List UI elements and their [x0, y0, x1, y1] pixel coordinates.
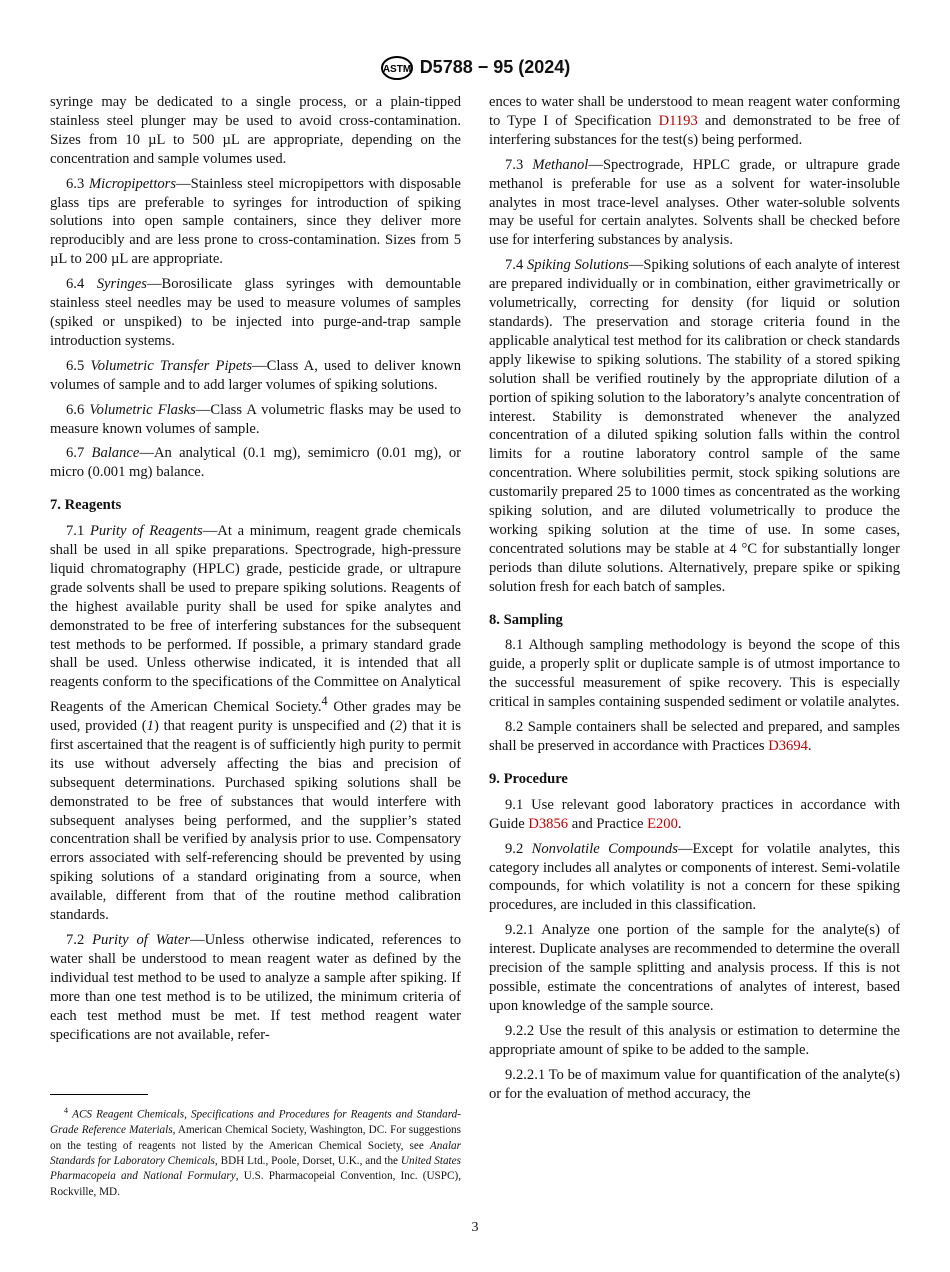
text-run: —Unless otherwise indicated, references to water shall be understood to mean reagent water as defined by the individual test method to be used to analyze a sample after spiking. If more than one test method is to be utilized, the minimum criteria of each test method must be met. If test method reagent water specifications are not available, refer- — [50, 932, 462, 1043]
paragraph — [50, 275, 461, 351]
italic-text: Methanol — [532, 156, 589, 173]
paragraph — [50, 931, 461, 1044]
text-run: —Spiking solutions of each analyte of interest are prepared individually or in combination, either gravimetrically or volumetrically, correcting for density (for liquid or solution standards). The preservation and storage criteria found in the applicable analytical test method for its calibration or check standards apply likewise to spiking solutions. The stability of a stored spiking solution shall be verified routinely by the appropriate dilution of a portion of spiking solution to the laboratory’s analyte concentration of interest. Stability is demonstrated whenever the analyzed concentration of a diluted spiking solution falls within the control limits for a routine laboratory control sample of the same concentration. Where solubilities permit, stock spiking solutions are customarily prepared 25 to 1000 times as concentrated as the working spiking solution, and are diluted volumetrically to produce the working spiking solution at the time of use. In some cases, concentrated solutions may be stable at 4 °C for substantially longer periods than dilute solutions. Alternatively, prepare spike or spiking solution fresh for each batch of samples. — [489, 257, 900, 595]
svg-text:ASTM: ASTM — [382, 64, 411, 75]
footnote-ref: 4 — [64, 1106, 68, 1115]
text-run: ences to water shall be understood to mean reagent water conforming to Type I of Specification — [489, 94, 900, 129]
italic-text: Spiking Solutions — [526, 257, 629, 274]
right-column — [489, 93, 900, 1109]
section-heading — [489, 611, 900, 630]
text-run: ) that reagent purity is unspecified and ( — [153, 718, 395, 735]
standard-link[interactable]: D1193 — [658, 112, 698, 129]
page-header — [0, 55, 950, 81]
paragraph — [489, 636, 900, 712]
text-run: . — [677, 815, 682, 832]
text-run: —Stainless steel micropipettors with disposable glass tips are preferable to syringes for introduction of spiking solutions into open sample containers, since they deliver more reproducibly and are less prone to cross-contamination. Sizes from 5 µL to 200 µL are appropriate. — [50, 175, 461, 268]
text-run: 9.2.2.1 To be of maximum value for quantification of the analyte(s) or for the evaluation of method accuracy, the — [489, 1066, 900, 1102]
text-run: ) that it is first ascertained that the reagent is of sufficiently high purity to permit its use without adversely affecting the bias and precision of subsequent determinations. Purchased spiking solutions shall be demonstrated to be free of substances that would interfere with subsequent analyses being performed, and the supplier’s stated concentration shall be verified by analysis prior to use. Compensatory errors associated with self-referencing should be prevented by using spiking solutions of a standard originating from a source, when available, different from that of the routine method calibration standards. — [50, 718, 461, 924]
italic-text: 2 — [394, 718, 403, 735]
paragraph — [489, 1022, 900, 1060]
italic-text: Syringes — [96, 276, 147, 293]
page-number: 3 — [471, 1220, 479, 1235]
italic-text: Purity of Water — [92, 932, 191, 949]
text-run: Other grades may be used, provided ( — [50, 699, 461, 735]
footnote-divider — [50, 1094, 148, 1095]
paragraph — [50, 444, 461, 482]
paragraph — [489, 718, 900, 756]
italic-text: United States Pharmacopeia and National Formulary — [50, 1154, 461, 1183]
paragraph — [50, 522, 461, 925]
text-run: 9.2.1 Analyze one portion of the sample for the analyte(s) of interest. Duplicate analyses are recommended to determine the overall precision of the sample splitting and analysis process. If this is not possible, estimate the concentrations of analytes of interest, based upon knowledge of the sample source. — [489, 922, 900, 1014]
text-run: 7. Reagents — [50, 497, 122, 514]
italic-text: Micropipettors — [89, 175, 177, 192]
astm-logo-icon — [380, 55, 414, 81]
paragraph — [489, 1066, 900, 1104]
text-run: , BDH Ltd., Poole, Dorset, U.K., and the — [214, 1154, 401, 1167]
text-run: , U.S. Pharmacopeial Convention, Inc. (USPC), Rockville, MD. — [50, 1170, 461, 1198]
text-run: —Class A, used to deliver known volumes of sample and to add larger volumes of spiking solutions. — [50, 357, 461, 393]
text-run: 7.2 — [66, 932, 93, 949]
text-run: 6.6 — [66, 401, 90, 418]
paragraph — [50, 93, 461, 169]
text-run: —Borosilicate glass syringes with demountable stainless steel needles may be used to measure volumes of samples (spiked or unspiked) to be injected into purge-and-trap sample introduction systems. — [50, 276, 461, 349]
standard-link[interactable]: E200 — [647, 815, 678, 832]
paragraph — [489, 256, 900, 596]
paragraph — [489, 796, 900, 834]
italic-text: Balance — [91, 445, 140, 462]
italic-text: 1 — [146, 718, 154, 735]
text-run: 6.5 — [66, 357, 91, 374]
text-run: and demonstrated to be free of interfering substances for the test(s) being performed. — [489, 112, 900, 148]
text-run: 7.1 — [66, 523, 90, 540]
text-run: 8.1 Although sampling methodology is beyond the scope of this guide, a properly split or duplicate sample is of utmost importance to the successful measurement of spike recovery. This is especially critical in samples containing suspended sediment or volatile analytes. — [489, 637, 900, 711]
text-run: . — [807, 738, 812, 754]
paragraph — [489, 156, 900, 251]
paragraph — [50, 357, 461, 395]
italic-text: ACS Reagent Chemicals, Specifications and Procedures for Reagents and Standard-Grade Reference Materials — [50, 1108, 462, 1137]
paragraph — [50, 401, 461, 439]
italic-text: Purity of Reagents — [89, 523, 203, 540]
text-run: 9.2.2 Use the result of this analysis or estimation to determine the appropriate amount of spike to be added to the sample. — [489, 1022, 900, 1058]
standard-link[interactable]: D3856 — [528, 815, 569, 832]
text-run: 6.3 — [66, 175, 90, 192]
paragraph — [50, 175, 461, 270]
section-heading — [489, 770, 900, 789]
text-run: —Spectrograde, HPLC grade, or ultrapure grade methanol is preferable for use as a solvent for water-insoluble analytes in most trace-level analyses. Other water-soluble solvents may be useful for certain analytes. Solvents shall be checked before use for interfering substances by analysis. — [489, 156, 900, 249]
text-run: —At a minimum, reagent grade chemicals shall be used in all spike preparations. Spectrograde, high-pressure liquid chromatography (HPLC) grade, pesticide grade, or ultrapure grade solvents shall be used to prepare spiking solutions. Reagents of the highest available purity shall be used for spike analytes and demonstrated to be free of interfering substances for the subsequent test methods to be performed. If possible, a primary standard grade shall be used. Unless otherwise indicated, it is intended that all reagents conform to the specifications of the Committee on Analytical Reagents of the American Chemical Society. — [50, 523, 462, 716]
paragraph — [489, 921, 900, 1016]
italic-text: Volumetric Transfer Pipets — [90, 357, 253, 374]
text-run: 8. Sampling — [489, 611, 563, 628]
left-column — [50, 93, 461, 1050]
text-run: , American Chemical Society, Washington, DC. For suggestions on the testing of reagents not listed by the American Chemical Society, see — [50, 1124, 461, 1152]
standard-link[interactable]: D3694 — [768, 738, 808, 754]
text-run: 9.1 Use relevant good laboratory practices in accordance with Guide — [489, 796, 900, 832]
text-run: 7.3 — [505, 156, 533, 173]
italic-text: Nonvolatile Compounds — [531, 840, 678, 857]
text-run: syringe may be dedicated to a single process, or a plain-tipped stainless steel plunger may be used to avoid cross-contamination. Sizes from 10 µL to 500 µL are appropriate, depending on the concentration and sample volumes used. — [50, 94, 461, 167]
italic-text: Volumetric Flasks — [89, 401, 196, 418]
text-run: 6.4 — [66, 276, 97, 293]
footnote — [50, 1103, 461, 1200]
paragraph — [489, 93, 900, 150]
text-run: 8.2 Sample containers shall be selected and prepared, and samples shall be preserved in accordance with Practices — [489, 719, 900, 754]
footnote-ref: 4 — [321, 694, 328, 709]
italic-text: Analar Standards for Laboratory Chemicals — [50, 1139, 461, 1167]
text-run: 7.4 — [505, 257, 527, 274]
paragraph — [489, 840, 900, 916]
text-run: 9. Procedure — [489, 770, 568, 787]
text-run: 9.2 — [505, 840, 532, 857]
text-run: —Except for volatile analytes, this category includes all analytes or components of interest. Semi-volatile compounds, for which volatility is not a concern for these spiking procedures, are included in this classification. — [489, 840, 900, 914]
text-run: —An analytical (0.1 mg), semimicro (0.01 mg), or micro (0.001 mg) balance. — [50, 445, 462, 481]
text-run: and Practice — [568, 815, 648, 832]
section-heading — [50, 496, 461, 515]
text-run: 6.7 — [66, 445, 92, 462]
document-designation: D5788 − 95 (2024) — [419, 56, 571, 77]
text-run: —Class A volumetric flasks may be used to measure known volumes of sample. — [50, 401, 462, 437]
